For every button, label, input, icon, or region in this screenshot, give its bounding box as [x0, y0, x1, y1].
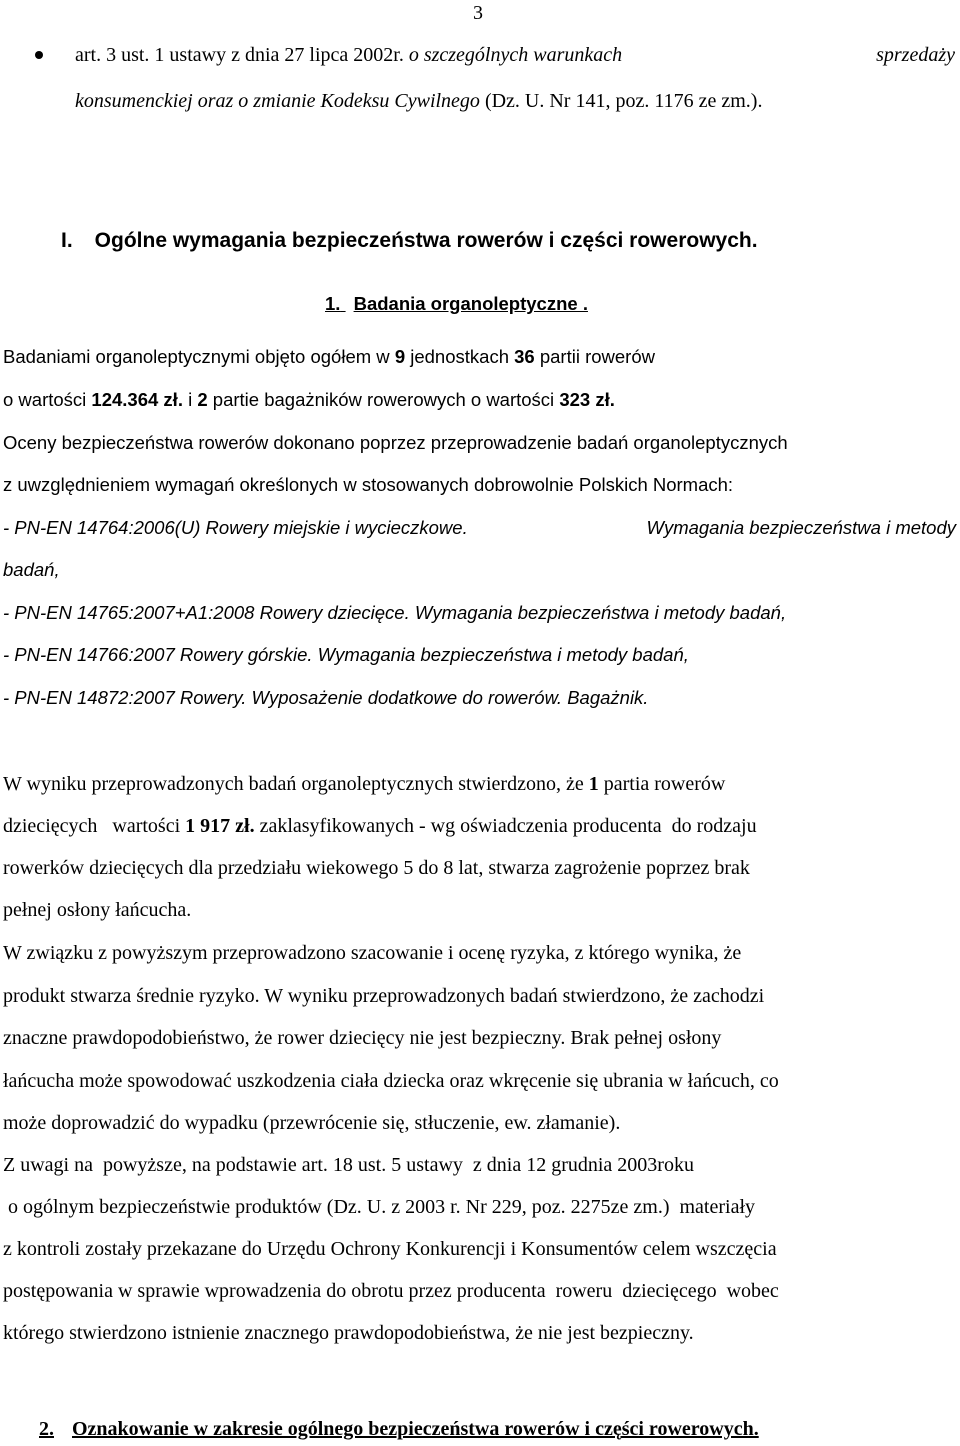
text: o wartości: [3, 389, 92, 410]
bullet-item-italic: o szczególnych warunkach: [408, 44, 623, 66]
para4-line-1: W związku z powyższym przeprowadzono szacowanie i ocenę ryzyka, z którego wynika, że: [3, 942, 742, 964]
para3-line-3: rowerków dziecięcych dla przedziału wiekowego 5 do 8 lat, stwarza zagrożenie poprzez brak: [3, 857, 750, 879]
bullet-item-line2-rest: (Dz. U. Nr 141, poz. 1176 ze zm.).: [484, 90, 763, 112]
section-number: I.: [61, 229, 73, 252]
standard-desc: Wymagania bezpieczeństwa i metody badań,: [414, 602, 787, 623]
bullet-item-line-1: [75, 44, 955, 67]
count-racks: 2: [197, 389, 208, 410]
standard-desc: Wymagania bezpieczeństwa i metody badań,: [317, 644, 689, 665]
bullet-item-text: art. 3 ust. 1 ustawy z dnia 27 lipca 2002r.: [75, 44, 404, 66]
para3-line-2: [3, 815, 757, 838]
subsection-heading-1: [325, 293, 588, 315]
para3-line-1: [3, 773, 725, 796]
subsection-heading-2: [39, 1418, 759, 1441]
standard-desc: Wymagania bezpieczeństwa i metody: [646, 517, 956, 538]
standard-item-4: - PN-EN 14872:2007 Rowery. Wyposażenie dodatkowe do rowerów. Bagażnik.: [3, 687, 649, 708]
text: partii rowerów: [534, 346, 655, 367]
standard-item-3: [3, 644, 689, 666]
para4-line-3: znaczne prawdopodobieństwo, że rower dziecięcy nie jest bezpieczny. Brak pełnej osłony: [3, 1027, 722, 1049]
para1-line-1: [3, 346, 655, 368]
section-title: Ogólne wymagania bezpieczeństwa rowerów i części rowerowych.: [94, 229, 758, 252]
standard-item-2: [3, 602, 786, 624]
value-racks: 323 zł.: [559, 389, 615, 410]
para4-line-5: może doprowadzić do wypadku (przewrócenie się, stłuczenie, ew. złamanie).: [3, 1112, 621, 1134]
bullet-item-line-2: [75, 90, 762, 113]
para5-line-2: o ogólnym bezpieczeństwie produktów (Dz. U. z 2003 r. Nr 229, poz. 2275ze zm.) materiały: [3, 1196, 756, 1218]
text: dziecięcych wartości: [3, 815, 186, 837]
text: partia rowerów: [598, 773, 726, 795]
batch-value: 1 917 zł.: [185, 815, 255, 837]
value-bikes: 124.364 zł.: [91, 389, 183, 410]
para2-line-2: z uwzględnieniem wymagań określonych w stosowanych dobrowolnie Polskich Normach:: [3, 474, 734, 495]
standard-item-1-cont: badań,: [3, 559, 60, 580]
text: Badaniami organoleptycznymi objęto ogółem w: [3, 346, 395, 367]
para3-line-4: pełnej osłony łańcucha.: [3, 899, 192, 921]
para5-line-5: którego stwierdzono istnienie znacznego prawdopodobieństwa, że nie jest bezpieczny.: [3, 1322, 694, 1344]
count-units: 9: [394, 346, 406, 367]
section-heading-I: [61, 229, 758, 253]
text: jednostkach: [405, 346, 515, 367]
bullet-item-line2-italic: konsumenckiej oraz o zmianie Kodeksu Cywilnego: [75, 90, 480, 112]
para1-line-2: [3, 389, 615, 411]
page-number: 3: [473, 2, 483, 24]
subsection-number: 1.: [325, 293, 341, 314]
bullet-marker: [35, 51, 43, 59]
bullet-item-italic-end: sprzedaży: [876, 44, 955, 66]
standard-id: - PN-EN 14764:2006(U) Rowery miejskie i wycieczkowe.: [3, 517, 468, 538]
standard-id: - PN-EN 14766:2007 Rowery górskie.: [3, 644, 313, 665]
para5-line-3: z kontroli zostały przekazane do Urzędu Ochrony Konkurencji i Konsumentów celem wszczęcia: [3, 1238, 777, 1260]
text: zaklasyfikowanych - wg oświadczenia producenta do rodzaju: [254, 815, 757, 837]
para4-line-2: produkt stwarza średnie ryzyko. W wyniku przeprowadzonych badań stwierdzono, że zachodzi: [3, 985, 765, 1007]
subsection-number: 2.: [39, 1418, 54, 1440]
standard-id: - PN-EN 14765:2007+A1:2008 Rowery dziecięce.: [3, 602, 410, 623]
standard-item-1: [3, 517, 956, 539]
para4-line-4: łańcucha może spowodować uszkodzenia ciała dziecka oraz wkręcenie się ubrania w łańcuch, co: [3, 1070, 779, 1092]
text: i: [182, 389, 198, 410]
para5-line-4: postępowania w sprawie wprowadzenia do obrotu przez producenta roweru dziecięcego wobec: [3, 1280, 779, 1302]
text: W wyniku przeprowadzonych badań organoleptycznych stwierdzono, że: [3, 773, 589, 795]
subsection-title: Oznakowanie w zakresie ogólnego bezpieczeństwa rowerów i części rowerowych.: [72, 1418, 759, 1440]
para5-line-1: Z uwagi na powyższe, na podstawie art. 18 ust. 5 ustawy z dnia 12 grudnia 2003roku: [3, 1154, 694, 1176]
subsection-title: Badania organoleptyczne .: [353, 293, 588, 314]
batch-count: 1: [588, 773, 599, 795]
text: partie bagażników rowerowych o wartości: [207, 389, 560, 410]
para2-line-1: Oceny bezpieczeństwa rowerów dokonano poprzez przeprowadzenie badań organoleptycznych: [3, 432, 788, 453]
count-batches: 36: [514, 346, 535, 367]
